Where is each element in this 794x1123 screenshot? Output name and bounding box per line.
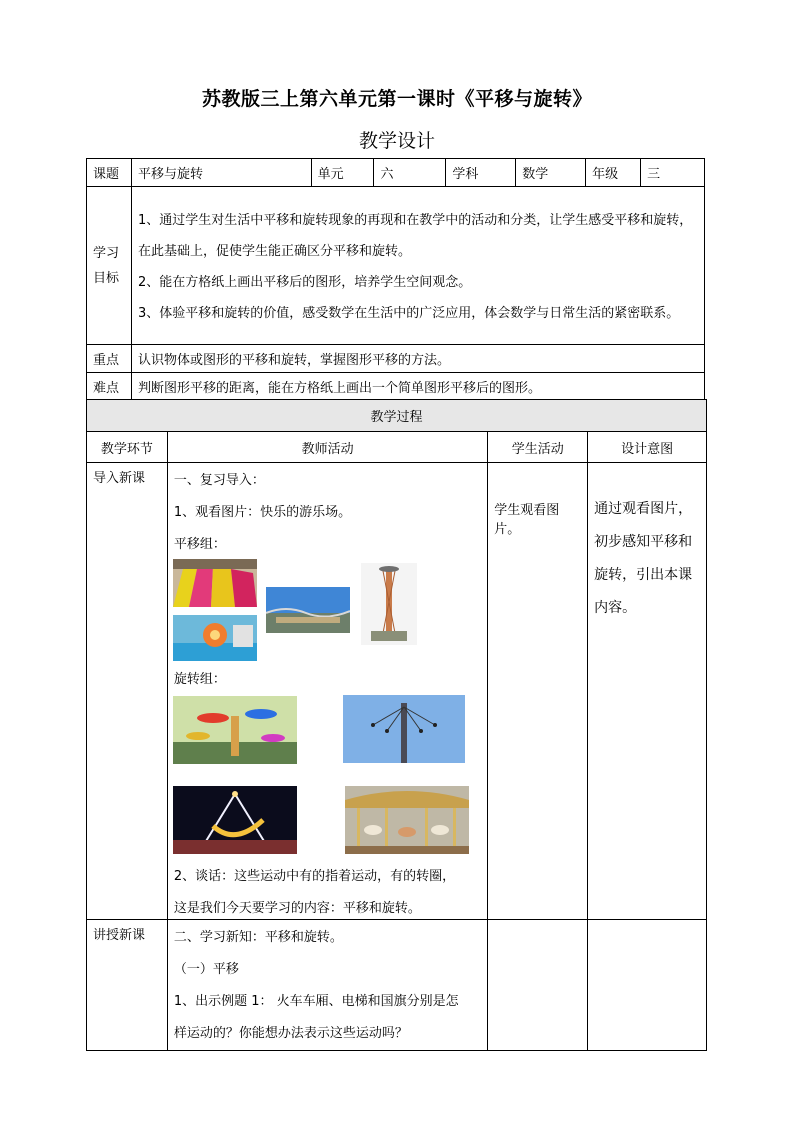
slide-photo bbox=[173, 559, 257, 607]
new-teacher-cell bbox=[167, 920, 487, 1051]
lesson-info-table bbox=[86, 158, 705, 401]
process-header: 教学过程 bbox=[87, 400, 707, 432]
intro-stage-label: 导入新课 bbox=[93, 471, 146, 486]
airplane-ride-photo bbox=[173, 696, 297, 764]
new-stage bbox=[87, 920, 168, 1051]
intro-intent-cell bbox=[588, 463, 707, 920]
talk-line: 这是我们今天要学习的内容：平移和旋转。 bbox=[173, 901, 421, 916]
new-intent-cell bbox=[588, 920, 707, 1051]
topic-label: 课题 bbox=[87, 159, 132, 187]
intent-line: 旋转，引出本课 bbox=[594, 567, 693, 583]
unit-value: 六 bbox=[374, 159, 446, 187]
pirate-ship-photo bbox=[173, 786, 297, 854]
col-intent: 设计意图 bbox=[588, 432, 707, 463]
intro-teacher-cell bbox=[167, 463, 487, 920]
rotate-group-label: 旋转组： bbox=[173, 672, 226, 687]
goal-item: 1、通过学生对生活中平移和旋转现象的再现和在教学中的活动和分类，让学生感受平移和旋转，在此基础上，促使学生能正确区分平移和旋转。 bbox=[137, 212, 693, 259]
intro-talk bbox=[174, 861, 484, 925]
col-stage: 教学环节 bbox=[87, 432, 168, 463]
new-line: （一）平移 bbox=[173, 962, 239, 977]
new-student-cell bbox=[488, 920, 588, 1051]
coaster-photo bbox=[266, 587, 350, 633]
teaching-process-table bbox=[86, 399, 707, 1051]
key-value: 认识物体或图形的平移和旋转，掌握图形平移的方法。 bbox=[131, 345, 704, 373]
col-teacher: 教师活动 bbox=[167, 432, 487, 463]
swing-tower-photo bbox=[343, 695, 465, 763]
talk-line: 2、谈话：这些运动中有的指着运动，有的转圈， bbox=[173, 869, 456, 884]
intro-line: 1、观看图片：快乐的游乐场。 bbox=[173, 505, 352, 520]
topic-value: 平移与旋转 bbox=[131, 159, 311, 187]
goals-label: 学习目标 bbox=[87, 187, 132, 345]
intro-student-text: 学生观看图片。 bbox=[494, 503, 560, 537]
difficulty-label: 难点 bbox=[87, 373, 132, 401]
intro-line: 平移组： bbox=[173, 537, 226, 552]
new-line: 二、学习新知：平移和旋转。 bbox=[173, 930, 343, 945]
intro-line: 一、复习导入： bbox=[173, 473, 265, 488]
carousel-photo bbox=[345, 786, 469, 854]
intent-line: 通过观看图片， bbox=[594, 501, 693, 517]
new-stage-label: 讲授新课 bbox=[93, 928, 146, 943]
grade-label: 年级 bbox=[586, 159, 641, 187]
col-student: 学生活动 bbox=[488, 432, 588, 463]
new-line: 1、出示例题 1： 火车车厢、电梯和国旗分别是怎 bbox=[173, 994, 459, 1009]
subject-label: 学科 bbox=[446, 159, 516, 187]
goal-item: 2、能在方格纸上画出平移后的图形，培养学生空间观念。 bbox=[137, 274, 472, 290]
new-line: 样运动的？你能想办法表示这些运动吗？ bbox=[173, 1026, 408, 1041]
water-park-photo bbox=[173, 615, 257, 661]
intent-line: 内容。 bbox=[594, 600, 637, 616]
goal-item: 3、体验平移和旋转的价值，感受数学在生活中的广泛应用，体会数学与日常生活的紧密联系。 bbox=[137, 305, 680, 321]
document-title: 苏教版三上第六单元第一课时《平移与旋转》 bbox=[201, 88, 592, 110]
intro-stage bbox=[87, 463, 168, 920]
drop-tower-photo bbox=[361, 563, 417, 645]
difficulty-value: 判断图形平移的距离，能在方格纸上画出一个简单图形平移后的图形。 bbox=[131, 373, 704, 401]
document-subtitle: 教学设计 bbox=[358, 130, 435, 152]
intro-student-cell bbox=[488, 463, 588, 920]
grade-value: 三 bbox=[641, 159, 705, 187]
unit-label: 单元 bbox=[311, 159, 374, 187]
subject-value: 数学 bbox=[516, 159, 586, 187]
goals-cell bbox=[131, 187, 704, 345]
intent-line: 初步感知平移和 bbox=[594, 534, 693, 550]
key-label: 重点 bbox=[87, 345, 132, 373]
